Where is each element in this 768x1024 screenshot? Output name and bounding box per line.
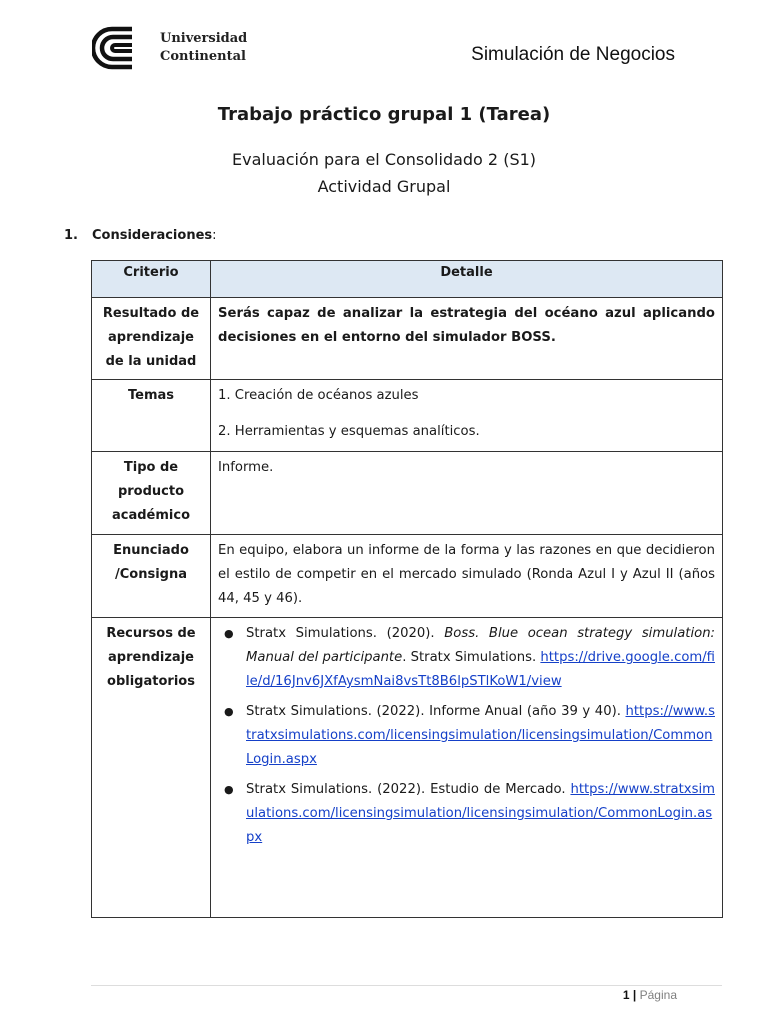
footer-divider <box>91 985 722 986</box>
row-detail-recursos <box>211 618 723 918</box>
page-label: Página <box>639 988 677 1002</box>
row-label-tipo: Tipo de producto académico <box>92 452 211 535</box>
bullet-icon: ● <box>224 705 234 718</box>
row-detail-resultado: Serás capaz de analizar la estrategia del océano azul aplicando decisiones en el entorno del simulador BOSS. <box>211 298 723 380</box>
logo-emblem-icon <box>92 26 154 70</box>
tema-item: 2. Herramientas y esquemas analíticos. <box>218 424 480 439</box>
resource-citation: Stratx Simulations. (2020). <box>246 626 445 641</box>
university-logo <box>92 26 252 70</box>
row-label-recursos: Recursos de aprendizaje obligatorios <box>92 618 211 918</box>
page-separator: | <box>629 988 640 1002</box>
page-footer <box>623 988 677 1002</box>
logo-line-2: Continental <box>160 49 246 64</box>
resource-citation: Stratx Simulations. (2022). Informe Anual (año 39 y 40). <box>246 704 621 719</box>
document-subtitle-2: Actividad Grupal <box>317 177 451 196</box>
list-item <box>218 778 715 850</box>
row-detail-tipo: Informe. <box>211 452 723 535</box>
resource-citation: Stratx Simulations. (2022). Estudio de Mercado. <box>246 782 566 797</box>
resource-title: Boss. Blue ocean strategy simulation: Manual del participante <box>246 626 716 665</box>
section-heading <box>64 228 217 243</box>
bullet-icon: ● <box>224 627 234 640</box>
resource-citation-end: . Stratx Simulations. <box>402 650 537 665</box>
resource-link[interactable]: https://drive.google.com/file/d/16Jnv6JXfAysmNai8vsTt8B6lpSTlKoW1/view <box>246 650 715 689</box>
table-row <box>92 380 723 452</box>
enunciado-label-b: Consigna <box>119 567 187 582</box>
resource-link[interactable]: https://www.stratxsimulations.com/licensingsimulation/licensingsimulation/CommonLogin.aspx <box>246 704 715 767</box>
section-colon: : <box>212 228 217 243</box>
resource-list <box>218 622 715 850</box>
tema-item: 1. Creación de océanos azules <box>218 388 419 403</box>
document-title: Trabajo práctico grupal 1 (Tarea) <box>217 104 551 125</box>
document-subtitle: Evaluación para el Consolidado 2 (S1) <box>231 150 537 169</box>
bullet-icon: ● <box>224 783 234 796</box>
header-criterio: Criterio <box>92 261 211 298</box>
page-number: 1 <box>622 988 630 1002</box>
course-title: Simulación de Negocios <box>471 44 675 65</box>
enunciado-label-a: Enunciado / <box>113 543 189 582</box>
list-item <box>218 622 715 694</box>
row-label-enunciado <box>92 535 211 618</box>
table-row <box>92 618 723 918</box>
table-row <box>92 452 723 535</box>
section-label: Consideraciones <box>92 228 213 243</box>
table-row <box>92 535 723 618</box>
table-header-row <box>92 261 723 298</box>
considerations-table <box>91 260 723 918</box>
table-row <box>92 298 723 380</box>
logo-wordmark <box>160 30 247 66</box>
section-number: 1. <box>64 228 78 243</box>
row-label-temas: Temas <box>92 380 211 452</box>
list-item <box>218 700 715 772</box>
header-detalle: Detalle <box>211 261 723 298</box>
resource-link[interactable]: https://www.stratxsimulations.com/licensingsimulation/licensingsimulation/CommonLogin.aspx <box>246 782 715 845</box>
logo-line-1: Universidad <box>160 31 248 46</box>
row-detail-enunciado: En equipo, elabora un informe de la forma y las razones en que decidieron el estilo de competir en el mercado simulado (Ronda Azul I y Azul II (años 44, 45 y 46). <box>211 535 723 618</box>
row-label-resultado: Resultado de aprendizaje de la unidad <box>92 298 211 380</box>
row-detail-temas <box>211 380 723 452</box>
